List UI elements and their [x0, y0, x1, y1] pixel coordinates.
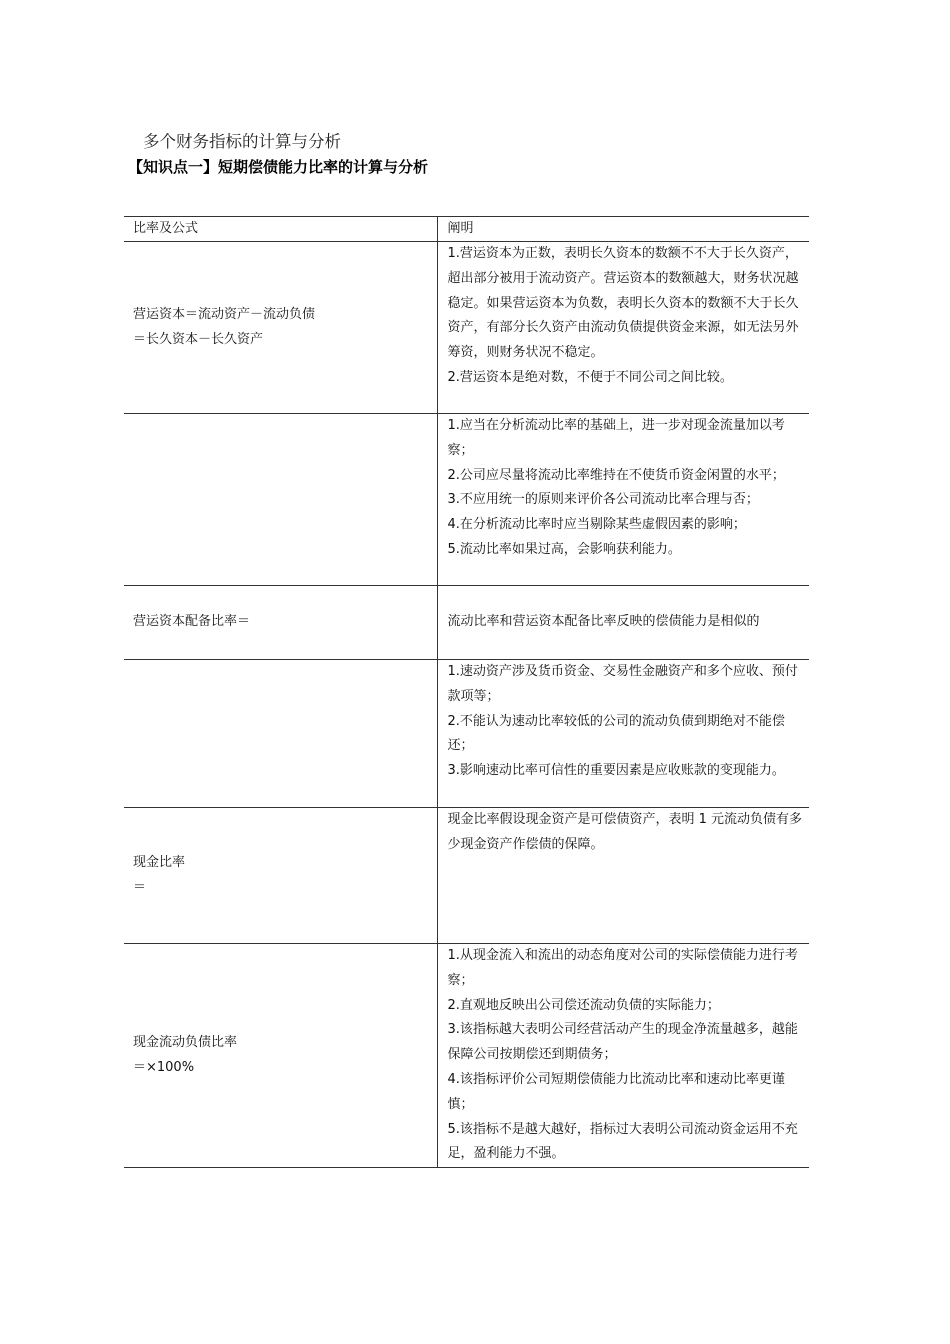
explanation-cell [437, 242, 809, 414]
explanation-line: 1.速动资产涉及货币资金、交易性金融资产和多个应收、预付款项等； [447, 664, 798, 704]
formula-line: 营运资本配备比率＝ [133, 614, 251, 630]
formula-line: ＝长久资本－长久资产 [133, 331, 264, 347]
formula-line: 现金比率 [133, 854, 186, 870]
explanation-line: 现金比率假设现金资产是可偿债资产，表明 1 元流动负债有多少现金资产作偿债的保障。 [447, 812, 803, 852]
table-row [124, 414, 809, 586]
formula-cell [124, 660, 437, 808]
explanation-line: 5.该指标不是越大越好，指标过大表明公司流动资金运用不充足，盈利能力不强。 [447, 1121, 798, 1162]
formula-line: 营运资本＝流动资产－流动负债 [133, 306, 316, 322]
explanation-line: 2.不能认为速动比率较低的公司的流动负债到期绝对不能偿还； [447, 713, 785, 754]
formula-line: ＝×100% [133, 1059, 195, 1075]
explanation-cell [437, 586, 809, 660]
explanation-line: 2.公司应尽量将流动比率维持在不使货币资金闲置的水平； [447, 467, 785, 483]
formula-cell [124, 808, 437, 944]
table-header-row [124, 217, 809, 242]
explanation-line: 2.营运资本是绝对数，不便于不同公司之间比较。 [447, 369, 733, 385]
explanation-cell [437, 808, 809, 944]
formula-cell [124, 414, 437, 586]
explanation-line: 4.该指标评价公司短期偿债能力比流动比率和速动比率更谨慎； [447, 1071, 785, 1112]
column-header-explanation: 阐明 [437, 217, 809, 242]
table-row [124, 808, 809, 944]
explanation-line: 1.营运资本为正数，表明长久资本的数额不不大于长久资产，超出部分被用于流动资产。营运资本的数额越大，财务状况越稳定。如果营运资本为负数，表明长久资本的数额不大于长久资产，有部分长久资产由流动负债提供资金来源，如无法另外筹资，则财务状况不稳定。 [447, 246, 799, 361]
explanation-line: 3.影响速动比率可信性的重要因素是应收账款的变现能力。 [447, 763, 785, 779]
explanation-line: 2.直观地反映出公司偿还流动负债的实际能力； [447, 997, 720, 1013]
explanation-line: 5.流动比率如果过高，会影响获利能力。 [447, 541, 681, 557]
explanation-line: 1.应当在分析流动比率的基础上，进一步对现金流量加以考察； [447, 418, 785, 458]
formula-cell [124, 586, 437, 660]
explanation-line: 4.在分析流动比率时应当剔除某些虚假因素的影响； [447, 517, 746, 533]
document-title: 多个财务指标的计算与分析 [143, 132, 341, 151]
explanation-line: 1.从现金流入和流出的动态角度对公司的实际偿债能力进行考察； [447, 948, 798, 988]
explanation-line: 3.该指标越大表明公司经营活动产生的现金净流量越多，越能保障公司按期偿还到期债务； [447, 1022, 798, 1063]
explanation-cell [437, 944, 809, 1168]
ratio-table [124, 216, 809, 1168]
table-row [124, 586, 809, 660]
section-heading: 【知识点一】短期偿债能力比率的计算与分析 [128, 158, 429, 176]
column-header-formula: 比率及公式 [124, 217, 437, 242]
table-row [124, 242, 809, 414]
formula-cell [124, 242, 437, 414]
explanation-line: 流动比率和营运资本配备比率反映的偿债能力是相似的 [447, 614, 760, 630]
table-row [124, 944, 809, 1168]
formula-line: ＝ [133, 879, 147, 895]
explanation-cell [437, 660, 809, 808]
formula-cell [124, 944, 437, 1168]
explanation-cell [437, 414, 809, 586]
explanation-line: 3.不应用统一的原则来评价各公司流动比率合理与否； [447, 492, 759, 508]
formula-line: 现金流动负债比率 [133, 1034, 238, 1050]
table-row [124, 660, 809, 808]
